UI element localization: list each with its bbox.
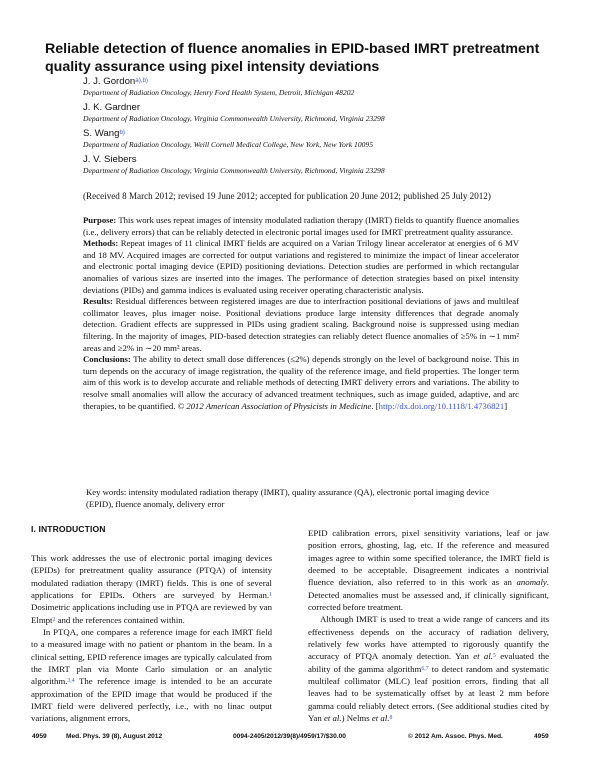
- author-affiliation: Department of Radiation Oncology, Weill Cornell Medical College, New York, New York 10095: [83, 140, 374, 149]
- body-column-left: [31, 552, 272, 725]
- abstract-purpose: Purpose: This work uses repeat images of intensity modulated radiation therapy (IMRT) fields to quantify fluence anomalies (i.e., delivery errors) that can be reliably detected in electronic portal images used for IMRT pretreatment quality assurance.: [83, 215, 519, 237]
- author-footnote-link[interactable]: b): [119, 129, 125, 136]
- author-name: S. Wang: [83, 128, 120, 139]
- copyright-notice: © 2012 American Association of Physicists in Medicine: [177, 400, 372, 411]
- publication-history: (Received 8 March 2012; revised 19 June 2012; accepted for publication 20 June 2012; published 25 July 2012): [83, 191, 491, 201]
- abstract-label: Conclusions:: [83, 354, 131, 365]
- author-entry: [83, 128, 543, 150]
- abstract-conclusions: Conclusions: The ability to detect small dose differences (≤2%) depends strongly on the level of background noise. This in turn depends on the accuracy of image registration, the quality of the reference image, and field properties. The longer term aim of this work is to develop accurate and reliable methods of detecting IMRT delivery errors and variations. The ability to resolve small anomalies will allow the accuracy of advanced treatment techniques, such as image guided, adaptive, and arc therapies, to be quantified. © 2012 American Association of Physicists in Medicine. [http://dx.doi.org/10.1118/1.4736821]: [83, 354, 519, 411]
- article-title: Reliable detection of fluence anomalies in EPID-based IMRT pretreatment quality assurance using pixel intensity deviations: [45, 41, 540, 75]
- section-heading: I. INTRODUCTION: [31, 524, 106, 534]
- body-paragraph: This work addresses the use of electronic portal imaging devices (EPIDs) for pretreatment quality assurance (PTQA) of intensity modulated radiation therapy (IMRT) fields. This is one of several applications for EPIDs. Others are surveyed by Herman.$^1$ Dosimetric applications including use in PTQA are reviewed by van Elmpt$^2$ and the references contained within.: [31, 553, 272, 625]
- keywords: Key words: intensity modulated radiation therapy (IMRT), quality assurance (QA), electronic portal imaging device (EPID), fluence anomaly, delivery error: [86, 487, 490, 509]
- abstract-label: Results:: [83, 296, 113, 307]
- body-column-right: [308, 527, 549, 725]
- article-code: 0094-2405/2012/39(8)/4959/17/$30.00: [233, 733, 346, 740]
- author-affiliation: Department of Radiation Oncology, Henry Ford Health System, Detroit, Michigan 48202: [83, 88, 355, 97]
- doi-link[interactable]: http://dx.doi.org/10.1118/1.4736821: [378, 400, 505, 411]
- abstract-results: Results: Residual differences between registered images are due to interfraction positional deviations of jaws and multileaf collimator leaves, plus imager noise. Positional deviations produce large intensity differences that degrade anomaly detection. Gradient effects are suppressed in PIDs using gradient scaling. Background noise is suppressed using median filtering. In the majority of images, PID-based detection strategies can reliably detect fluence anomalies of ≥5% in ∼1 mm² areas and ≥2% in ∼20 mm² areas.: [83, 296, 519, 353]
- abstract-label: Methods:: [83, 238, 119, 249]
- body-paragraph: EPID calibration errors, pixel sensitivity variations, leaf or jaw position errors, ghosting, lag, etc. If the reference and measured images agree to within some specified tolerance, the IMRT field is deemed to be acceptable. Disagreement indicates a nontrivial fluence deviation, also referred to in this work as an anomaly. Detected anomalies must be assessed and, if clinically significant, corrected before treatment.: [308, 528, 549, 613]
- citation-link[interactable]: 6,7: [421, 665, 429, 672]
- body-paragraph: Although IMRT is used to treat a wide range of cancers and its effectiveness depends on the accuracy of radiation delivery, relatively few works have attempted to rigorously quantify the accuracy of PTQA anomaly detection. Yan et al.$^5$ evaluated the ability of the gamma algorithm$^{6,7}$ to detect random and systematic multileaf collimator (MLC) leaf position errors, finding that all leaves had to be systematically offset by at least 2 mm before gamma could reliably detect errors. (See additional studies cited by Yan et al.) Nelms et al.$^8$: [308, 614, 550, 724]
- author-entry: [83, 102, 543, 124]
- abstract-methods: Methods: Repeat images of 11 clinical IMRT fields are acquired on a Varian Trilogy linear accelerator at energies of 6 MV and 18 MV. Acquired images are corrected for output variations and registered to minimize the impact of linear accelerator and electronic portal imaging device (EPID) positioning deviations. Detection studies are performed in which rectangular anomalies of various sizes are inserted into the images. The performance of detection strategies based on pixel intensity deviations (PIDs) and gamma indices is evaluated using receiver operating characteristic analysis.: [83, 238, 519, 295]
- body-paragraph: In PTQA, one compares a reference image for each IMRT field to a measured image with no patient or phantom in the beam. In a clinical setting, EPID reference images are typically calculated from the IMRT plan via Monte Carlo simulation or an analytic algorithm.$^{3,4}$ The reference image is intended to be an accurate approximation of the EPID image that would be produced if the IMRT field were delivered perfectly, i.e., with no linac output variations, alignment errors,: [31, 627, 272, 724]
- journal-citation: Med. Phys. 39 (8), August 2012: [66, 733, 163, 740]
- author-name: J. K. Gardner: [83, 102, 141, 113]
- author-name: J. J. Gordon: [83, 76, 136, 87]
- citation-link[interactable]: 3,4: [67, 678, 75, 685]
- citation-link[interactable]: 2: [52, 616, 56, 623]
- author-entry: [83, 76, 543, 98]
- citation-link[interactable]: 5: [492, 653, 496, 660]
- author-affiliation: Department of Radiation Oncology, Virginia Commonwealth University, Richmond, Virginia 23298: [83, 114, 385, 123]
- author-affiliation: Department of Radiation Oncology, Virginia Commonwealth University, Richmond, Virginia 23298: [83, 166, 385, 175]
- page-number-right: 4959: [534, 733, 549, 740]
- author-footnote-link[interactable]: a),b): [135, 77, 148, 84]
- author-entry: [83, 154, 543, 176]
- author-name: J. V. Siebers: [83, 154, 137, 165]
- author-list: [83, 76, 543, 180]
- abstract: [83, 215, 519, 412]
- citation-link[interactable]: 8: [389, 715, 393, 722]
- footer-copyright: © 2012 Am. Assoc. Phys. Med.: [408, 733, 503, 740]
- citation-link[interactable]: 1: [269, 592, 272, 599]
- page-number-left: 4959: [32, 733, 47, 740]
- abstract-label: Purpose:: [83, 215, 117, 225]
- page-footer: [0, 733, 600, 745]
